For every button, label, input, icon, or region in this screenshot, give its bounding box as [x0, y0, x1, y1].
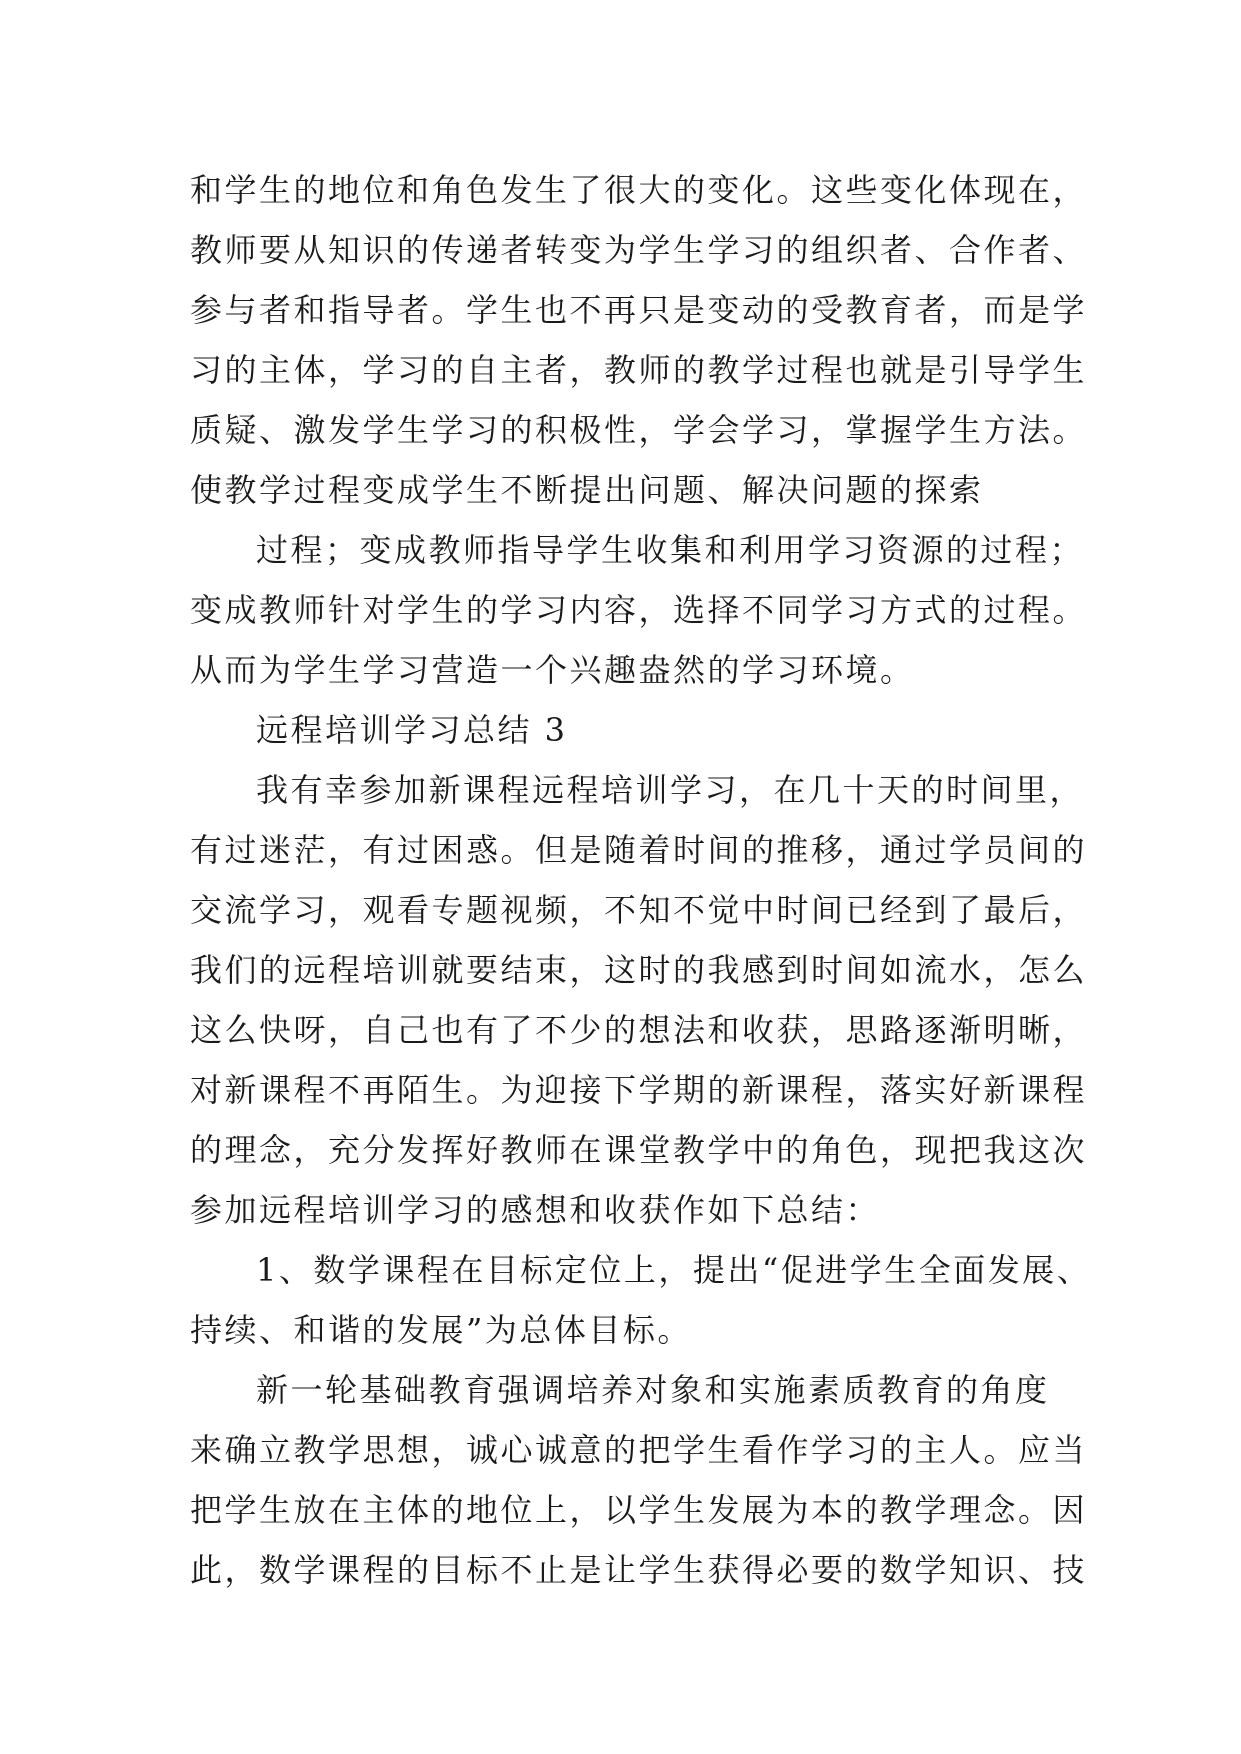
text-line: 持续、和谐的发展”为总体目标。 — [190, 1311, 692, 1349]
text-line: 来确立教学思想，诚心诚意的把学生看作学习的主人。应当 — [190, 1431, 1088, 1469]
text-line: 教师要从知识的传递者转变为学生学习的组织者、合作者、 — [190, 231, 1088, 269]
text-line: 此，数学课程的目标不止是让学生获得必要的数学知识、技 — [190, 1551, 1088, 1589]
text-line: 的理念，充分发挥好教师在课堂教学中的角色，现把我这次 — [190, 1131, 1088, 1169]
text-line: 习的主体，学习的自主者，教师的教学过程也就是引导学生 — [190, 351, 1088, 389]
text-line: 这么快呀，自己也有了不少的想法和收获，思路逐渐明晰， — [190, 1011, 1088, 1049]
text-line: 远程培训学习总结 3 — [256, 711, 568, 749]
text-line: 和学生的地位和角色发生了很大的变化。这些变化体现在， — [190, 171, 1088, 209]
text-line: 有过迷茫，有过困惑。但是随着时间的推移，通过学员间的 — [190, 831, 1088, 869]
text-line: 交流学习，观看专题视频，不知不觉中时间已经到了最后， — [190, 891, 1088, 929]
text-line: 变成教师针对学生的学习内容，选择不同学习方式的过程。 — [190, 591, 1088, 629]
text-line: 新一轮基础教育强调培养对象和实施素质教育的角度 — [256, 1371, 1050, 1409]
text-line: 使教学过程变成学生不断提出问题、解决问题的探索 — [190, 471, 984, 509]
text-line: 参与者和指导者。学生也不再只是变动的受教育者，而是学 — [190, 291, 1088, 329]
document-body — [190, 160, 1092, 1600]
text-line: 我们的远程培训就要结束，这时的我感到时间如流水，怎么 — [190, 951, 1088, 989]
text-line: 从而为学生学习营造一个兴趣盎然的学习环境。 — [190, 651, 915, 689]
text-line: 质疑、激发学生学习的积极性，学会学习，掌握学生方法。 — [190, 411, 1088, 449]
text-line: 对新课程不再陌生。为迎接下学期的新课程，落实好新课程 — [190, 1071, 1088, 1109]
text-line: 过程；变成教师指导学生收集和利用学习资源的过程； — [256, 531, 1085, 569]
text-line: 我有幸参加新课程远程培训学习，在几十天的时间里， — [256, 771, 1085, 809]
text-line: 1、数学课程在目标定位上，提出“促进学生全面发展、 — [256, 1251, 1092, 1289]
text-line: 把学生放在主体的地位上，以学生发展为本的教学理念。因 — [190, 1491, 1088, 1529]
text-line: 参加远程培训学习的感想和收获作如下总结： — [190, 1191, 881, 1229]
